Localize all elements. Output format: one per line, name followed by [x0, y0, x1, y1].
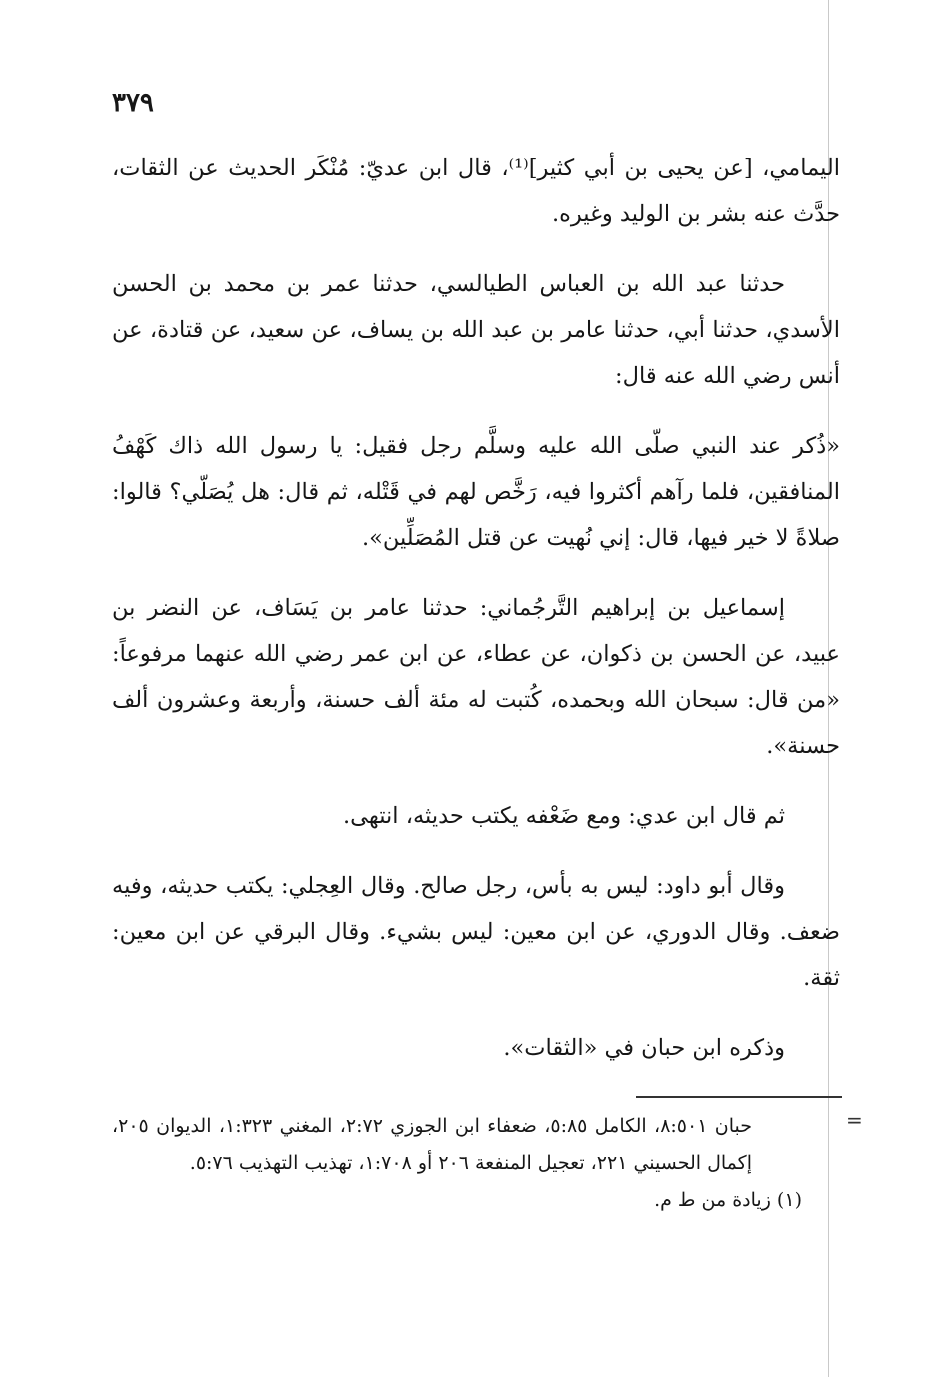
- footnote-1: (١) زيادة من ط م.: [654, 1189, 802, 1211]
- paragraph-isnad: حدثنا عبد الله بن العباس الطيالسي، حدثنا عمر بن محمد بن الحسن الأسدي، حدثنا أبي، حدثنا عامر بن عبد الله بن يساف، عن سعيد، عن قتادة، عن أنس رضي الله عنه قال:: [112, 271, 840, 389]
- paragraph-ismail: إسماعيل بن إبراهيم التَّرجُماني: حدثنا عامر بن يَسَاف، عن النضر بن عبيد، عن الحسن بن ذكوان، عن عطاء، عن ابن عمر رضي الله عنهما مرفوعاً: «من قال: سبحان الله وبحمده، كُتبت له مئة ألف حسنة، وأربعة وعشرون ألف حسنة».: [112, 595, 840, 759]
- paragraph-abu-dawud: وقال أبو داود: ليس به بأس، رجل صالح. وقال العِجلي: يكتب حديثه، وفيه ضعف. وقال الدوري، عن ابن معين: ليس بشيء. وقال البرقي عن ابن معين: ثقة.: [112, 873, 840, 991]
- main-text: [112, 145, 840, 1095]
- page-number: ٣٧٩: [112, 88, 154, 118]
- footnote-continuation: حبان ٨:٥٠١، الكامل ٥:٨٥، ضعفاء ابن الجوزي ٢:٧٢، المغني ١:٣٢٣، الديوان ٢٠٥، إكمال الحسيني ٢٢١، تعجيل المنفعة ٢٠٦ أو ١:٧٠٨، تهذيب التهذيب ٥:٧٦.: [112, 1115, 753, 1174]
- footnotes: [112, 1108, 802, 1219]
- paragraph-hadith-quote: «ذُكر عند النبي صلّى الله عليه وسلَّم رجل فقيل: يا رسول الله ذاك كَهْفُ المنافقين، فلما رآهم أكثروا فيه، رَخَّص لهم في قَتْله، ثم قال: هل يُصَلّي؟ قالوا: صلاةً لا خير فيها، قال: إني نُهيت عن قتل المُصَلِّين».: [112, 433, 840, 551]
- footnote-continuation-mark: =: [846, 1108, 863, 1132]
- footnote-divider: [636, 1096, 842, 1098]
- paragraph-ibn-adi: ثم قال ابن عدي: ومع ضَعْفه يكتب حديثه، انتهى.: [342, 803, 785, 829]
- paragraph-yamami: اليمامي، [عن يحيى بن أبي كثير]⁽¹⁾، قال ابن عديّ: مُنْكَر الحديث عن الثقات، حدَّث عنه بشر بن الوليد وغيره.: [112, 155, 840, 227]
- paragraph-ibn-hibban: وذكره ابن حبان في «الثقات».: [503, 1035, 785, 1061]
